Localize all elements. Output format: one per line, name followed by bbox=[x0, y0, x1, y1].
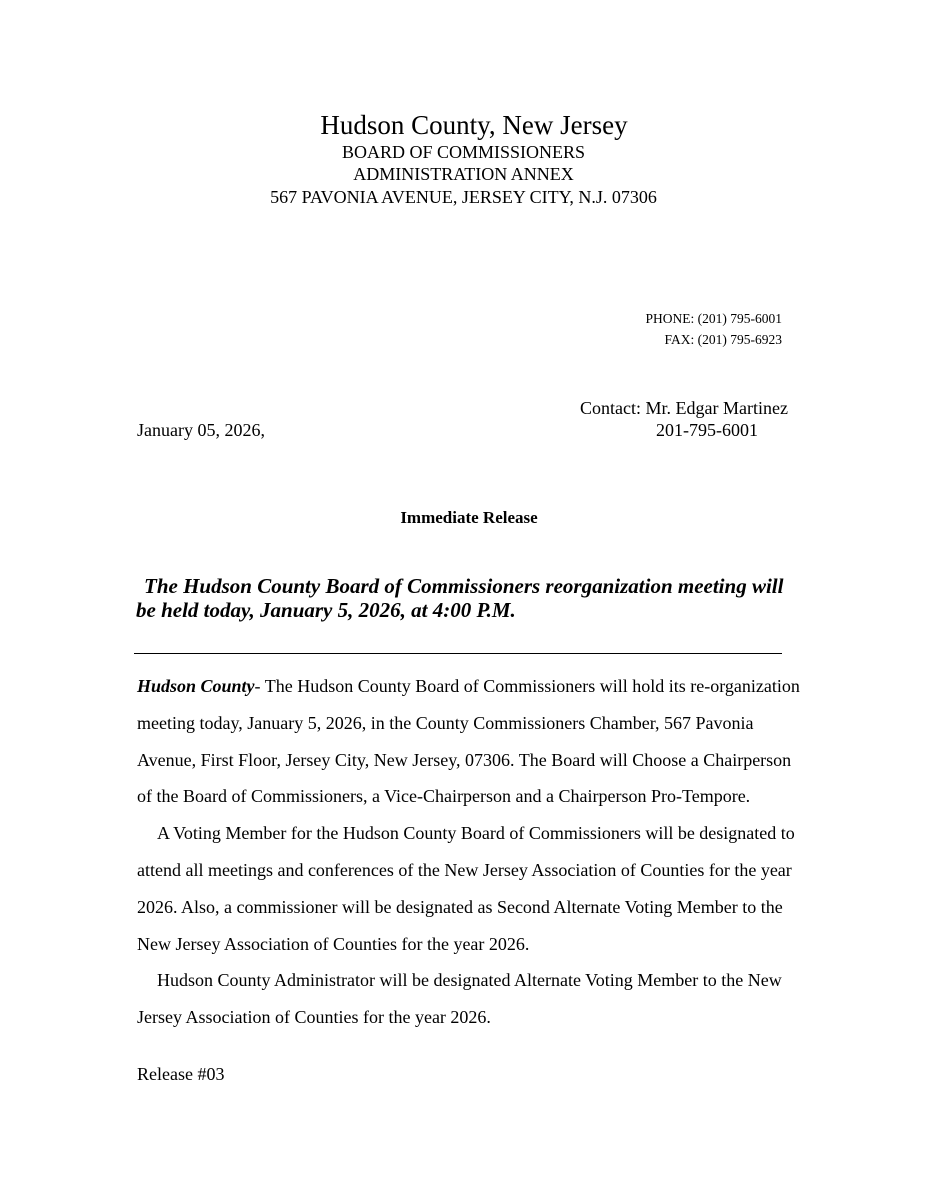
body-paragraph-1 bbox=[137, 668, 807, 815]
body-paragraph-3: Hudson County Administrator will be designated Alternate Voting Member to the New Jersey Association of Counties for the year 2026. bbox=[137, 970, 782, 1028]
body-paragraph-2: A Voting Member for the Hudson County Board of Commissioners will be designated to attend all meetings and conferences of the New Jersey Association of Counties for the year 2026. Also, a commissioner will be designated as Second Alternate Voting Member to the New Jersey Association of Counties for the year 2026. bbox=[137, 823, 795, 954]
release-date: January 05, 2026, bbox=[137, 420, 265, 440]
fax-number: FAX: (201) 795-6923 bbox=[664, 332, 782, 347]
letterhead-address: 567 PAVONIA AVENUE, JERSEY CITY, N.J. 07306 bbox=[270, 187, 657, 207]
headline-divider bbox=[134, 653, 782, 654]
letterhead-board: BOARD OF COMMISSIONERS bbox=[341, 142, 586, 162]
letterhead-title: Hudson County, New Jersey bbox=[320, 110, 628, 140]
phone-number: PHONE: (201) 795-6001 bbox=[645, 311, 782, 326]
immediate-release-label: Immediate Release bbox=[400, 508, 538, 527]
press-release-headline: The Hudson County Board of Commissioners reorganization meeting will be held today, January 5, 2026, at 4:00 P.M. bbox=[136, 574, 784, 622]
release-number: Release #03 bbox=[137, 1064, 225, 1084]
contact-phone: 201-795-6001 bbox=[656, 420, 758, 440]
contact-name: Contact: Mr. Edgar Martinez bbox=[580, 398, 788, 418]
body-paragraph-1-text: - The Hudson County Board of Commissioners will hold its re-organization meeting today, January 5, 2026, in the County Commissioners Chamber, 567 Pavonia Avenue, First Floor, Jersey City, New Jersey, 07306. The Board will Choose a Chairperson of the Board of Commissioners, a Vice-Chairperson and a Chairperson Pro-Tempore. bbox=[137, 676, 800, 807]
dateline-lead: Hudson County bbox=[137, 676, 255, 696]
letterhead-annex: ADMINISTRATION ANNEX bbox=[353, 164, 574, 184]
press-release-body bbox=[137, 668, 807, 1036]
